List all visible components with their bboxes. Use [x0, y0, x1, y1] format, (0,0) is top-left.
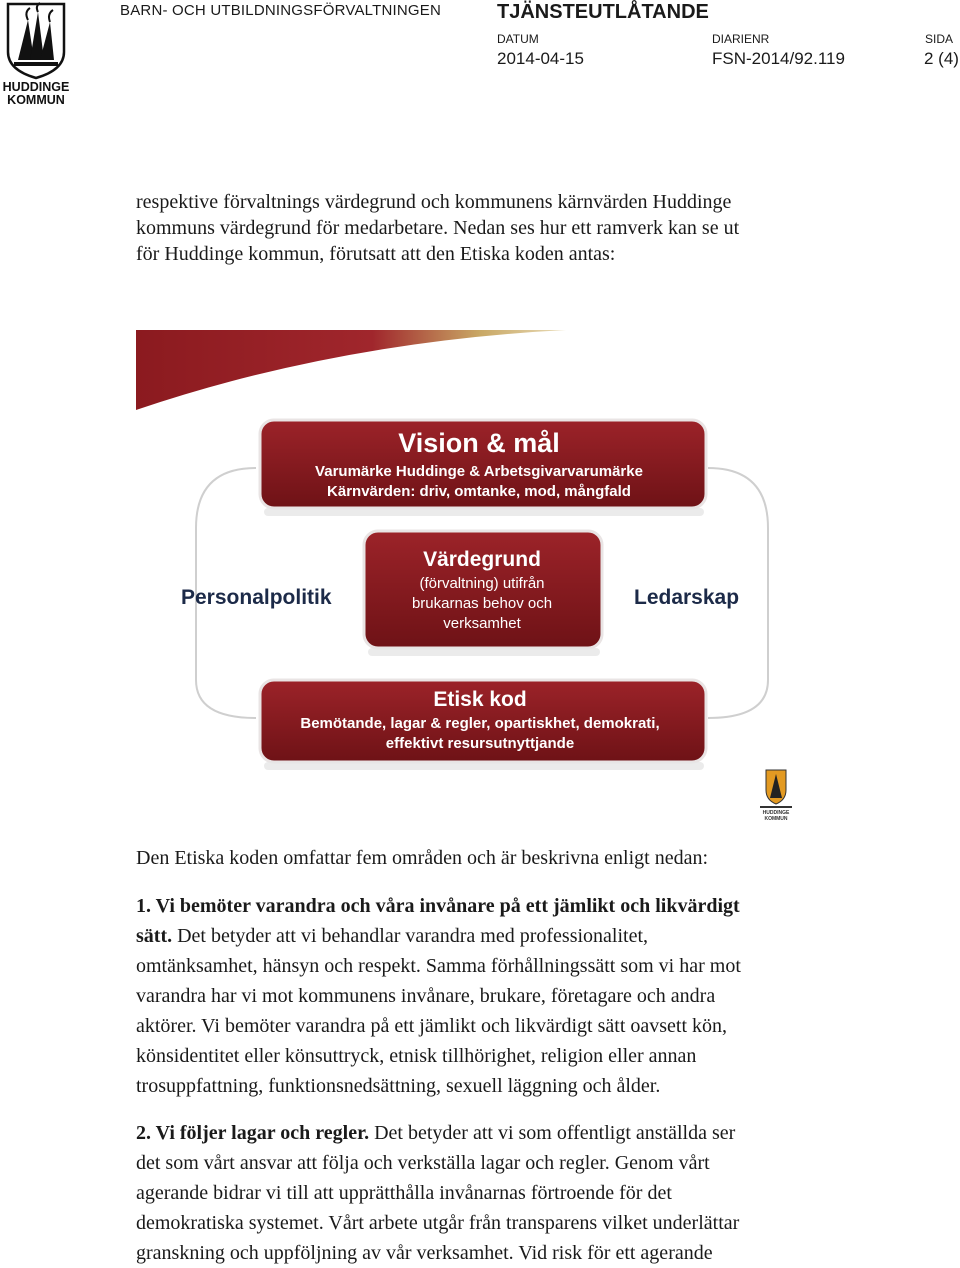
intro-line: respektive förvaltnings värdegrund och kommunens kärnvärden Huddinge	[136, 191, 732, 213]
item-1-heading: 1. Vi bemöter varandra och våra invånare på ett jämlikt och likvärdigt	[136, 895, 740, 917]
ethics-line: effektivt resursutnyttjande	[385, 735, 575, 752]
logo-text-kommun: KOMMUN	[7, 93, 65, 107]
item-1-text: aktörer. Vi bemöter varandra på ett jämlikt och likvärdigt sätt oavsett kön,	[136, 1015, 728, 1037]
vision-title: Vision & mål	[398, 428, 560, 458]
framework-figure	[136, 328, 812, 824]
intro-line: för Huddinge kommun, förutsatt att den Etiska koden antas:	[136, 243, 616, 265]
date-label: DATUM	[497, 32, 539, 46]
document-type: TJÄNSTEUTLÅTANDE	[497, 1, 709, 23]
ledarskap-label: Ledarskap	[634, 586, 740, 609]
diary-value: FSN-2014/92.119	[712, 49, 845, 68]
item-1-text: Det betyder att vi behandlar varandra med professionalitet,	[172, 925, 649, 947]
page-label: SIDA	[925, 32, 954, 46]
intro-paragraph	[136, 189, 836, 267]
ethics-line: Bemötande, lagar & regler, opartiskhet, demokrati,	[300, 715, 660, 732]
item-1-text: omtänksamhet, hänsyn och respekt. Samma förhållningssätt som vi har mot	[136, 955, 741, 977]
item-1-text: könsidentitet eller könsuttryck, etnisk tillhörighet, religion eller annan	[136, 1045, 697, 1067]
huddinge-logo	[0, 0, 72, 110]
page-value: 2 (4)	[924, 49, 959, 68]
ethics-item-2	[136, 1118, 836, 1268]
diary-label: DIARIENR	[712, 32, 770, 46]
item-2-text: demokratiska systemet. Vårt arbete utgår från transparens vilket underlättar	[136, 1212, 740, 1234]
item-2-text: det som vårt ansvar att följa och verkställa lagar och regler. Genom vårt	[136, 1152, 710, 1174]
small-huddinge-logo	[760, 770, 792, 822]
ethics-title: Etisk kod	[433, 688, 527, 711]
item-2-text: granskning och uppföljning av vår verksamhet. Vid risk för ett agerande	[136, 1242, 713, 1264]
item-2-text: agerande bidrar vi till att upprätthålla invånarnas förtroende för det	[136, 1182, 672, 1204]
coat-of-arms-icon	[0, 0, 72, 80]
organization-name: BARN- OCH UTBILDNINGSFÖRVALTNINGEN	[120, 2, 442, 19]
value-title: Värdegrund	[423, 548, 541, 571]
value-line: verksamhet	[443, 615, 521, 632]
personalpolitik-label: Personalpolitik	[181, 586, 332, 609]
item-2-heading: 2. Vi följer lagar och regler.	[136, 1122, 370, 1144]
item-1-text: trosuppfattning, funktionsnedsättning, sexuell läggning och ålder.	[136, 1075, 661, 1097]
small-logo-text: HUDDINGE	[762, 810, 790, 816]
ethics-item-1	[136, 891, 836, 1101]
item-1-text: varandra har vi mot kommunens invånare, brukare, företagare och andra	[136, 985, 716, 1007]
logo-text-huddinge: HUDDINGE	[2, 80, 70, 94]
intro-line: kommuns värdegrund för medarbetare. Nedan ses hur ett ramverk kan se ut	[136, 217, 740, 239]
item-1-heading-end: sätt.	[136, 925, 173, 947]
vision-line: Kärnvärden: driv, omtanke, mod, mångfald	[327, 483, 631, 500]
vision-line: Varumärke Huddinge & Arbetsgivarvarumärke	[315, 463, 643, 480]
small-logo-text: KOMMUN	[764, 816, 788, 822]
value-line: (förvaltning) utifrån	[419, 575, 545, 592]
date-value: 2014-04-15	[497, 49, 584, 68]
item-2-text: Det betyder att vi som offentligt anställda ser	[369, 1122, 736, 1144]
section-intro: Den Etiska koden omfattar fem områden och är beskrivna enligt nedan:	[136, 847, 709, 869]
header-swoosh	[136, 330, 566, 410]
value-line: brukarnas behov och	[411, 595, 553, 612]
